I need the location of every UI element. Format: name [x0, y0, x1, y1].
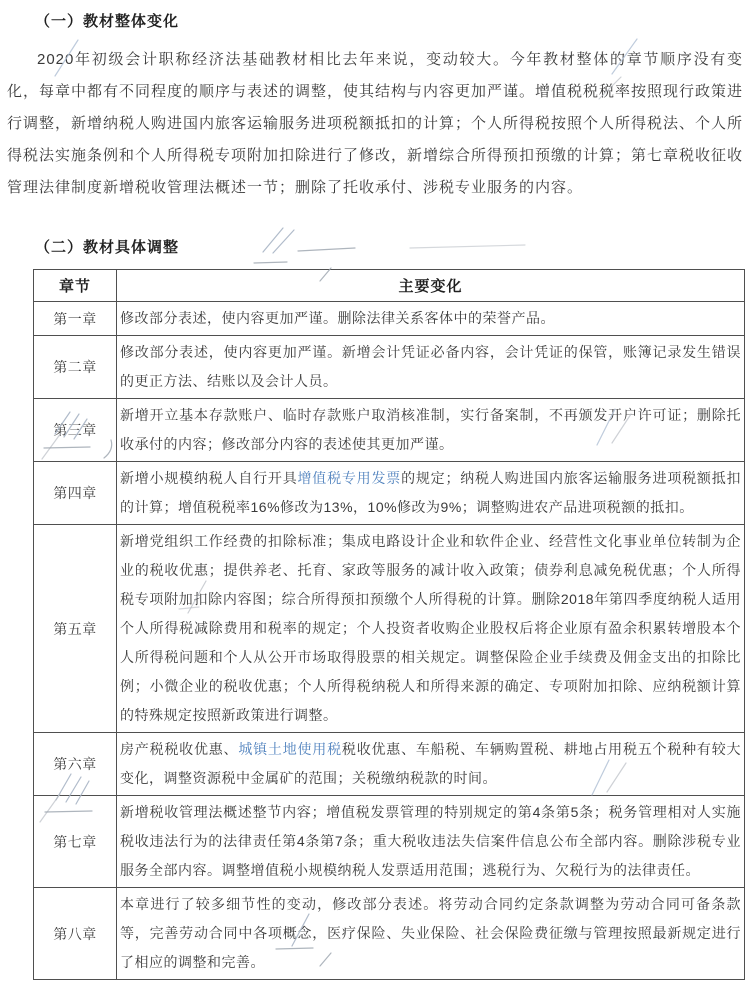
changes-cell [117, 796, 745, 888]
changes-text: 修改部分表述，使内容更加严谨。新增会计凭证必备内容，会计凭证的保管，账簿记录发生错误的更正方法、结账以及会计人员。 [120, 344, 741, 389]
chapter-cell: 第二章 [34, 336, 117, 399]
chapter-cell: 第五章 [34, 525, 117, 733]
changes-text: 修改部分表述，使内容更加严谨。删除法律关系客体中的荣誉产品。 [120, 310, 555, 326]
changes-cell [117, 399, 745, 462]
textbook-changes-table [33, 269, 745, 980]
table-row [34, 733, 745, 796]
chapter-cell: 第四章 [34, 462, 117, 525]
table-row [34, 888, 745, 980]
table-row [34, 462, 745, 525]
changes-text: 新增党组织工作经费的扣除标准；集成电路设计企业和软件企业、经营性文化事业单位转制为企业的税收优惠；提供养老、托育、家政等服务的减计收入政策；债券利息减免税优惠；个人所得税专项附加扣除内容图；综合所得预扣预缴个人所得税的计算。删除2018年第四季度纳税人适用个人所得税减除费用和税率的规定；个人投资者收购企业股权后将企业原有盈余积累转增股本个人所得税问题和个人从公开市场取得股票的相关规定。调整保险企业手续费及佣金支出的扣除比例；小微企业的税收优惠；个人所得税纳税人和所得来源的确定、专项附加扣除、应纳税额计算的特殊规定按照新政策进行调整。 [120, 533, 741, 723]
changes-text: 的规定；纳税人购进国内旅客运输服务进项税额抵扣的计算；增值税税率16%修改为13%，10%修改为9%；调整购进农产品进项税额的抵扣。 [120, 470, 742, 515]
table-row [34, 302, 745, 336]
term-link[interactable]: 城镇土地使用税 [238, 741, 342, 757]
table-row [34, 796, 745, 888]
changes-cell [117, 462, 745, 525]
chapter-cell: 第八章 [34, 888, 117, 980]
table-row [34, 525, 745, 733]
table-row [34, 336, 745, 399]
chapter-cell: 第六章 [34, 733, 117, 796]
chapter-cell: 第七章 [34, 796, 117, 888]
table-row [34, 399, 745, 462]
changes-cell [117, 302, 745, 336]
column-header-chapter: 章节 [34, 270, 117, 302]
scribble-mark [254, 262, 287, 263]
chapter-cell: 第三章 [34, 399, 117, 462]
changes-text: 税收优惠、车船税、车辆购置税、耕地占用税五个税种有较大变化，调整资源税中金属矿的范围；关税缴纳税款的时间。 [120, 741, 742, 786]
section2-heading: （二）教材具体调整 [35, 239, 180, 256]
section1-paragraph: 2020年初级会计职称经济法基础教材相比去年来说，变动较大。今年教材整体的章节顺序没有变化，每章中都有不同程度的顺序与表述的调整，使其结构与内容更加严谨。增值税税税率按照现行政策进行调整，新增纳税人购进国内旅客运输服务进项税额抵扣的计算；个人所得税按照个人所得税法、个人所得税法实施条例和个人所得税专项附加扣除进行了修改，新增综合所得预扣预缴的计算；第七章税收征收管理法律制度新增税收管理法概述一节；删除了托收承付、涉税专业服务的内容。 [7, 51, 744, 196]
changes-text: 新增税收管理法概述整节内容；增值税发票管理的特别规定的第4条第5条；税务管理相对人实施税收违法行为的法律责任第4条第7条；重大税收违法失信案件信息公布全部内容。删除涉税专业服务全部内容。调整增值税小规模纳税人发票适用范围；逃税行为、欠税行为的法律责任。 [120, 804, 741, 878]
column-header-main-changes: 主要变化 [117, 270, 745, 302]
table-header-row [34, 270, 745, 302]
changes-cell [117, 888, 745, 980]
chapter-cell: 第一章 [34, 302, 117, 336]
changes-text: 新增小规模纳税人自行开具 [120, 470, 298, 486]
changes-text: 房产税税收优惠、 [120, 741, 239, 757]
section1-heading: （一）教材整体变化 [35, 13, 180, 30]
changes-text: 本章进行了较多细节性的变动，修改部分表述。将劳动合同约定条款调整为劳动合同可备条款等，完善劳动合同中各项概念，医疗保险、失业保险、社会保险费征缴与管理按照最新规定进行了相应的调整和完善。 [120, 896, 741, 970]
term-link[interactable]: 增值税专用发票 [297, 470, 402, 486]
changes-cell [117, 733, 745, 796]
changes-cell [117, 525, 745, 733]
changes-cell [117, 336, 745, 399]
changes-text: 新增开立基本存款账户、临时存款账户取消核准制，实行备案制，不再颁发开户许可证；删除托收承付的内容；修改部分内容的表述使其更加严谨。 [120, 407, 741, 452]
